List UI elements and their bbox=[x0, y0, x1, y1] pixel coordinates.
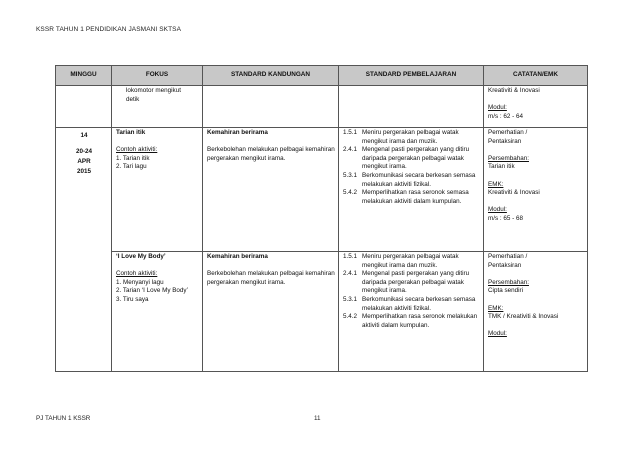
table-row-week-14-a bbox=[56, 128, 588, 252]
document-header: KSSR TAHUN 1 PENDIDIKAN JASMANI SKTSA bbox=[36, 26, 182, 33]
page-number: 11 bbox=[314, 415, 321, 422]
cell-kandungan bbox=[203, 86, 339, 128]
col-header-catatan-emk: CATATAN/EMK bbox=[484, 66, 588, 86]
rpt-table bbox=[55, 65, 588, 372]
col-header-standard-pembelajaran: STANDARD PEMBELAJARAN bbox=[339, 66, 484, 86]
cell-catatan: Pemerhatian / Pentaksiran Persembahan: Cipta sendiri EMK: TMK / Kreativiti & Inovasi Modul: bbox=[484, 252, 588, 372]
week-year: 2015 bbox=[76, 168, 91, 175]
cell-pembelajaran bbox=[339, 252, 484, 372]
table-row-week-14-b bbox=[56, 252, 588, 372]
list-item: 2.4.1 Mengenal pasti pergerakan yang ditiru daripada pergerakan pelbagai watak mengikut irama. bbox=[343, 270, 470, 295]
cell-pembelajaran bbox=[339, 86, 484, 128]
list-item: 1.5.1 Meniru pergerakan pelbagai watak mengikut irama dan muzik. bbox=[343, 129, 459, 145]
cell-pembelajaran bbox=[339, 128, 484, 252]
list-item: 5.3.1 Berkomunikasi secara berkesan semasa melakukan aktiviti fizikal. bbox=[343, 171, 476, 188]
week-number: 14 bbox=[80, 132, 88, 139]
cell-kandungan: Kemahiran berirama Berkebolehan melakukan pelbagai kemahiran pergerakan mengikut irama. bbox=[203, 252, 339, 372]
list-item: 2.4.1 Mengenal pasti pergerakan yang ditiru daripada pergerakan pelbagai watak mengikut irama. bbox=[343, 146, 470, 171]
list-item: 5.3.1 Berkomunikasi secara berkesan semasa melakukan aktiviti fizikal. bbox=[343, 295, 476, 312]
list-item: 1.5.1 Meniru pergerakan pelbagai watak mengikut irama dan muzik. bbox=[343, 253, 459, 269]
table-row-continuation bbox=[56, 86, 588, 128]
table-header-row bbox=[56, 66, 588, 86]
list-item: 5.4.2 Memperlihatkan rasa seronok melakukan aktiviti dalam kumpulan. bbox=[343, 313, 478, 329]
col-header-fokus: FOKUS bbox=[112, 66, 203, 86]
cell-catatan: Kreativiti & Inovasi Modul: m/s : 62 - 64 bbox=[484, 86, 588, 128]
cell-fokus: lokomotor mengikut detik bbox=[112, 86, 203, 128]
col-header-minggu: MINGGU bbox=[56, 66, 112, 86]
cell-minggu bbox=[56, 86, 112, 128]
cell-catatan: Pemerhatian / Pentaksiran Persembahan: Tarian itik EMK: Kreativiti & Inovasi Modul: m/s : 65 - 68 bbox=[484, 128, 588, 252]
cell-week bbox=[56, 128, 112, 372]
document-footer: PJ TAHUN 1 KSSR bbox=[36, 415, 91, 422]
week-month: APR bbox=[77, 158, 91, 165]
week-dates: 20-24 bbox=[75, 148, 93, 155]
cell-kandungan: Kemahiran berirama Berkebolehan melakukan pelbagai kemahiran pergerakan mengikut irama. bbox=[203, 128, 339, 252]
col-header-standard-kandungan: STANDARD KANDUNGAN bbox=[203, 66, 339, 86]
list-item: 5.4.2 Memperlihatkan rasa seronok semasa melakukan aktiviti dalam kumpulan. bbox=[343, 189, 469, 205]
cell-fokus: ‘I Love My Body’ Contoh aktiviti: 1. Menyanyi lagu 2. Tarian ‘I Love My Body’ 3. Tiru saya bbox=[112, 252, 203, 372]
cell-fokus: Tarian itik Contoh aktiviti: 1. Tarian itik 2. Tari lagu bbox=[112, 128, 203, 252]
